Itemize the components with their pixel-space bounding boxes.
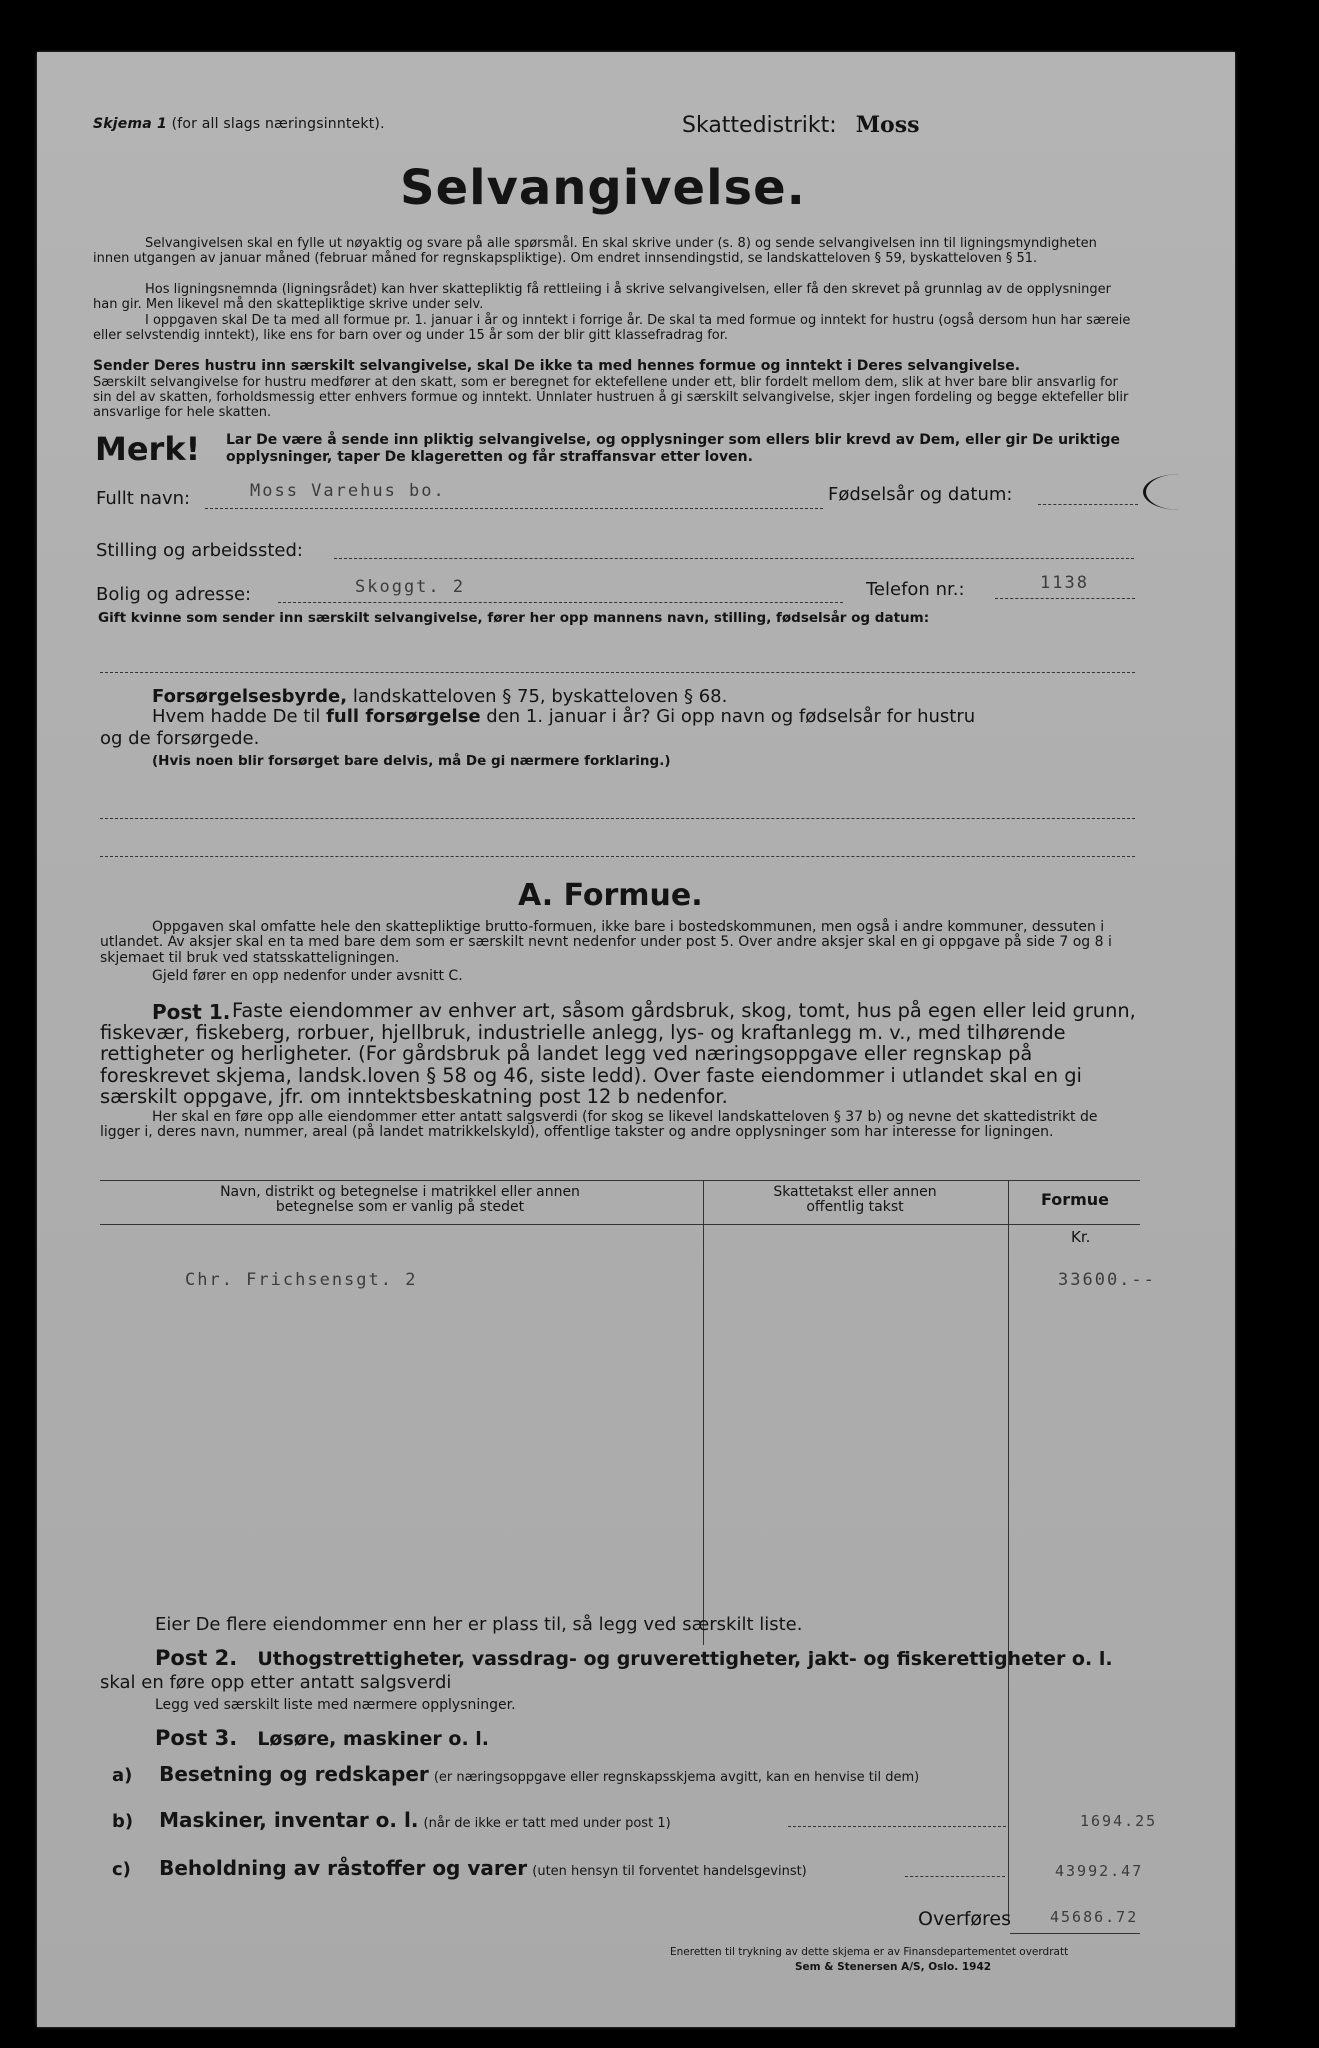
transfer-value: 45686.72 bbox=[1050, 1908, 1139, 1926]
district-label: Skattedistrikt: Moss bbox=[682, 112, 920, 138]
transfer-label: Overføres bbox=[918, 1908, 1011, 1930]
phone-value: 1138 bbox=[1040, 573, 1089, 593]
table-row-description: Chr. Frichsensgt. 2 bbox=[185, 1270, 418, 1290]
intro-paragraph-4: Sender Deres hustru inn særskilt selvangivelse, skal De ikke ta med hennes formue og inntekt i Deres selvangivelse. bbox=[93, 358, 1021, 374]
debt-note: Gjeld fører en opp nedenfor under avsnitt C. bbox=[152, 968, 463, 984]
birth-label: Fødselsår og datum: bbox=[828, 484, 1013, 505]
table-header-formue: Formue bbox=[1040, 1190, 1110, 1209]
post3-line bbox=[155, 1726, 489, 1750]
post1-note: Her skal en føre opp alle eiendommer etter antatt salgsverdi (for skog se likevel landskatteloven § 37 b) og nevne det skattedistrikt de ligger i, deres navn, nummer, areal (på landet matrikkelskyld), offentlige takster og andre opplysninger som har interesse for ligningen. bbox=[100, 1109, 1098, 1141]
merk-label: Merk! bbox=[95, 430, 201, 468]
post3-label: Post 3. bbox=[155, 1726, 238, 1750]
intro-paragraph-3: I oppgaven skal De ta med all formue pr. 1. januar i år og inntekt i forrige år. De skal ta med formue og inntekt for hustru (også dersom hun har særeie eller selvstendig inntekt), like ens for barn over og under 15 år som der blir gitt klassefradrag for. bbox=[93, 313, 1131, 344]
address-value: Skoggt. 2 bbox=[355, 577, 466, 597]
post3-text: Løsøre, maskiner o. l. bbox=[257, 1728, 490, 1750]
footer-line-2: Sem & Stenersen A/S, Oslo. 1942 bbox=[795, 1961, 992, 1973]
name-value: Moss Varehus bo. bbox=[250, 481, 446, 501]
intro-paragraph-1: Selvangivelsen skal en fylle ut nøyaktig og svare på alle spørsmål. En skal skrive under (s. 8) og sende selvangivelsen inn til ligningsmyndigheten innen utgangen av januar måned (februar måned for regnskapspliktige). Om endret innsendingstid, se landskatteloven § 59, byskatteloven § 51. bbox=[93, 236, 1097, 267]
support-question: Hvem hadde De til full forsørgelse den 1. januar i år? Gi opp navn og fødselsår for hustru bbox=[152, 706, 976, 727]
post2-line bbox=[155, 1646, 1113, 1670]
post3-b-value: 1694.25 bbox=[1080, 1812, 1158, 1830]
phone-label: Telefon nr.: bbox=[866, 579, 965, 600]
district-value: Moss bbox=[855, 112, 920, 138]
post1-text: Faste eiendommer av enhver art, såsom gårdsbruk, skog, tomt, hus på egen eller leid grunn, fiskevær, fiskeberg, rorbuer, hjellbruk, industrielle anlegg, lys- og kraftanlegg m. v., med tilhørende rettigheter og herligheter. (For gårdsbruk på landet legg ved næringsoppgave eller regnskap på foreskrevet skjema, landsk.loven § 58 og 46, siste ledd). Over faste eiendommer i utlandet skal en gi særskilt oppgave, jfr. om inntektsbeskatning post 12 b nedenfor. bbox=[100, 999, 1136, 1108]
married-note: Gift kvinne som sender inn særskilt selvangivelse, fører her opp mannens navn, stilling, fødselsår og datum: bbox=[98, 610, 930, 626]
post2-note: Legg ved særskilt liste med nærmere opplysninger. bbox=[155, 1697, 516, 1713]
name-label: Fullt navn: bbox=[96, 488, 191, 509]
post2-text: Uthogstrettigheter, vassdrag- og gruverettigheter, jakt- og fiskerettigheter o. l. bbox=[257, 1648, 1113, 1670]
support-law: landskatteloven § 75, byskatteloven § 68. bbox=[352, 686, 728, 707]
formue-heading: A. Formue. bbox=[518, 878, 703, 913]
table-header-tax: Skattetakst eller annen offentlig takst bbox=[773, 1184, 937, 1216]
paperclip-mark bbox=[1143, 474, 1216, 510]
intro-paragraph-2: Hos ligningsnemnda (ligningsrådet) kan hver skattepliktig få rettleiing i å skrive selvangivelsen, eller få den skrevet på grunnlag av de opplysninger han gir. Men likevel må den skattepliktige skrive under selv. bbox=[93, 282, 1111, 313]
table-row-value: 33600.-- bbox=[1058, 1270, 1156, 1290]
schema-label: Skjema 1 (for all slags næringsinntekt). bbox=[93, 116, 385, 132]
formue-intro: Oppgaven skal omfatte hele den skattepliktige brutto-formuen, ikke bare i bostedskommunen, men også i andre kommuner, dessuten i utlandet. Av aksjer skal en ta med bare dem som er særskilt nevnt nedenfor under post 5. Over andre aksjer skal en gi oppgave på side 7 og 8 i skjemaet til bruk ved statsskatteligningen. bbox=[100, 919, 1112, 966]
footer-line-1: Eneretten til trykning av dette skjema er av Finansdepartementet overdratt bbox=[670, 1946, 1069, 1958]
page-title: Selvangivelse. bbox=[400, 160, 806, 216]
post3-item-a: a) Besetning og redskaper (er næringsoppgave eller regnskapsskjema avgitt, kan en henvise til dem) bbox=[112, 1762, 920, 1786]
intro-paragraph-5: Særskilt selvangivelse for hustru medfører at den skatt, som er beregnet for ektefellene under ett, blir fordelt mellom dem, slik at hver bare blir ansvarlig for sin del av skatten, forholdsmessig etter enhvers formue og inntekt. Unnlater hustruen å gi særskilt selvangivelse, skjer ingen fordeling og begge ektefeller blir ansvarlige for hele skatten. bbox=[93, 375, 1129, 421]
table-header-description: Navn, distrikt og betegnelse i matrikkel eller annen betegnelse som er vanlig på stedet bbox=[220, 1184, 580, 1216]
address-label: Bolig og adresse: bbox=[96, 584, 252, 605]
post2-line2: skal en føre opp etter antatt salgsverdi bbox=[100, 1672, 452, 1693]
support-heading-row bbox=[152, 686, 727, 707]
support-heading: Forsørgelsesbyrde, bbox=[152, 686, 348, 707]
post3-c-value: 43992.47 bbox=[1055, 1862, 1144, 1880]
post1-label: Post 1. bbox=[152, 1000, 231, 1024]
merk-text: Lar De være å sende inn pliktig selvangivelse, og opplysninger som ellers blir krevd av Dem, eller gir De uriktige opplysninger, taper De klageretten og får straffansvar etter loven. bbox=[226, 432, 1121, 465]
post3-item-b: b) Maskiner, inventar o. l. (når de ikke er tatt med under post 1) bbox=[112, 1808, 671, 1832]
post2-label: Post 2. bbox=[155, 1646, 238, 1670]
post3-item-c: c) Beholdning av råstoffer og varer (uten hensyn til forventet handelsgevinst) bbox=[112, 1856, 807, 1880]
job-label: Stilling og arbeidssted: bbox=[96, 540, 303, 561]
support-note: (Hvis noen blir forsørget bare delvis, må De gi nærmere forklaring.) bbox=[152, 753, 671, 769]
support-question-end: og de forsørgede. bbox=[100, 728, 260, 749]
more-properties-note: Eier De flere eiendommer enn her er plass til, så legg ved særskilt liste. bbox=[155, 1614, 803, 1635]
table-unit: Kr. bbox=[1071, 1228, 1091, 1246]
